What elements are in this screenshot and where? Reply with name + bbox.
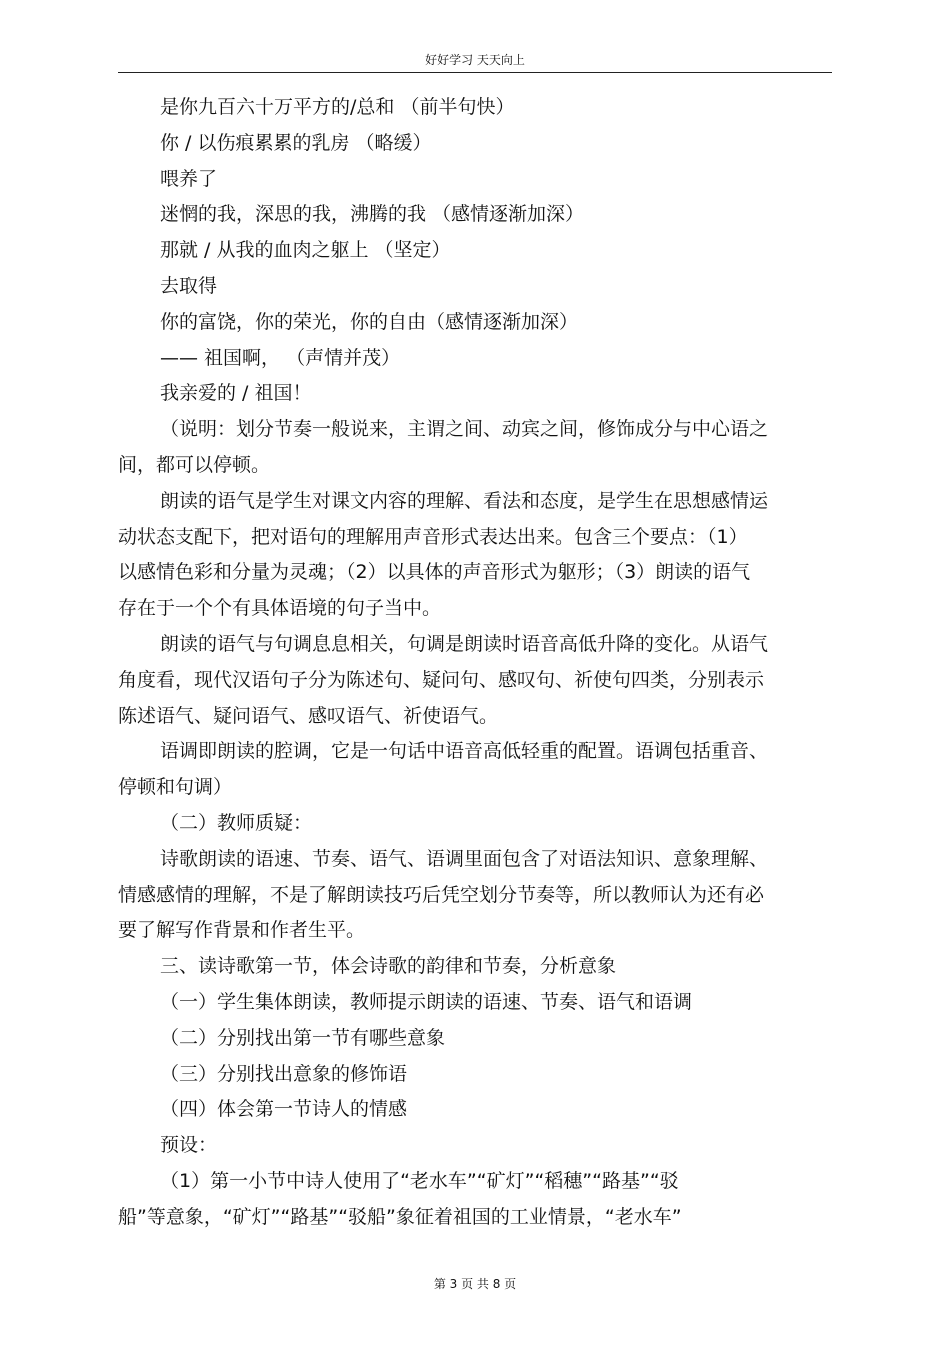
document-body — [118, 90, 838, 1236]
text-line: 我亲爱的 / 祖国！ — [160, 382, 312, 405]
text-line: 是你九百六十万平方的/总和 （前半句快） — [160, 96, 515, 118]
text-line: 间，都可以停顿。 — [118, 453, 271, 476]
text-line: 去取得 — [160, 274, 218, 297]
text-line: 存在于一个个有具体语境的句子当中。 — [118, 597, 442, 620]
text-line: 朗读的语气是学生对课文内容的理解、看法和态度，是学生在思想感情运 — [160, 489, 769, 512]
text-line: —— 祖国啊， （声情并茂） — [160, 346, 401, 369]
text-line: 动状态支配下，把对语句的理解用声音形式表达出来。包含三个要点：（1） — [118, 525, 748, 548]
text-line: 角度看，现代汉语句子分为陈述句、疑问句、感叹句、祈使句四类，分别表示 — [118, 668, 765, 691]
text-line: （三）分别找出意象的修饰语 — [160, 1062, 408, 1085]
text-line: 以感情色彩和分量为灵魂；（2）以具体的声音形式为躯形；（3）朗读的语气 — [118, 561, 751, 584]
text-line: 诗歌朗读的语速、节奏、语气、语调里面包含了对语法知识、意象理解、 — [160, 847, 769, 870]
text-line: 语调即朗读的腔调，它是一句话中语音高低轻重的配置。语调包括重音、 — [160, 740, 769, 763]
text-line: 你的富饶，你的荣光，你的自由（感情逐渐加深） — [160, 310, 579, 333]
text-line: 停顿和句调） — [118, 776, 233, 799]
text-line: 朗读的语气与句调息息相关，句调是朗读时语音高低升降的变化。从语气 — [160, 632, 769, 655]
text-line: （四）体会第一节诗人的情感 — [160, 1098, 408, 1121]
text-line: 情感感情的理解，不是了解朗读技巧后凭空划分节奏等，所以教师认为还有必 — [118, 883, 765, 906]
text-line: （一）学生集体朗读，教师提示朗读的语速、节奏、语气和语调 — [160, 990, 693, 1013]
text-line: （二）分别找出第一节有哪些意象 — [160, 1026, 446, 1049]
text-line: 要了解写作背景和作者生平。 — [118, 919, 366, 942]
text-line: 三、读诗歌第一节，体会诗歌的韵律和节奏，分析意象 — [160, 955, 617, 978]
page-number: 第 3 页 共 8 页 — [433, 1277, 517, 1291]
text-line: （说明：划分节奏一般说来，主谓之间、动宾之间，修饰成分与中心语之 — [160, 418, 769, 441]
header-text: 好好学习 天天向上 — [425, 53, 525, 67]
page-header — [118, 52, 832, 73]
text-line: 船”等意象，“矿灯”“路基”“驳船”象征着祖国的工业情景，“老水车” — [118, 1205, 682, 1228]
text-line: 预设： — [160, 1134, 218, 1157]
text-line: 喂养了 — [160, 167, 218, 190]
text-line: （二）教师质疑： — [160, 811, 313, 834]
text-line: 那就 / 从我的血肉之躯上 （坚定） — [160, 239, 451, 262]
text-line: 迷惘的我，深思的我，沸腾的我 （感情逐渐加深） — [160, 203, 585, 226]
text-line: 陈述语气、疑问语气、感叹语气、祈使语气。 — [118, 704, 499, 727]
text-line: 你 / 以伤痕累累的乳房 （略缓） — [160, 131, 432, 154]
page-footer — [0, 1276, 950, 1292]
text-line: （1）第一小节中诗人使用了“老水车”“矿灯”“稻穗”“路基”“驳 — [160, 1169, 679, 1192]
